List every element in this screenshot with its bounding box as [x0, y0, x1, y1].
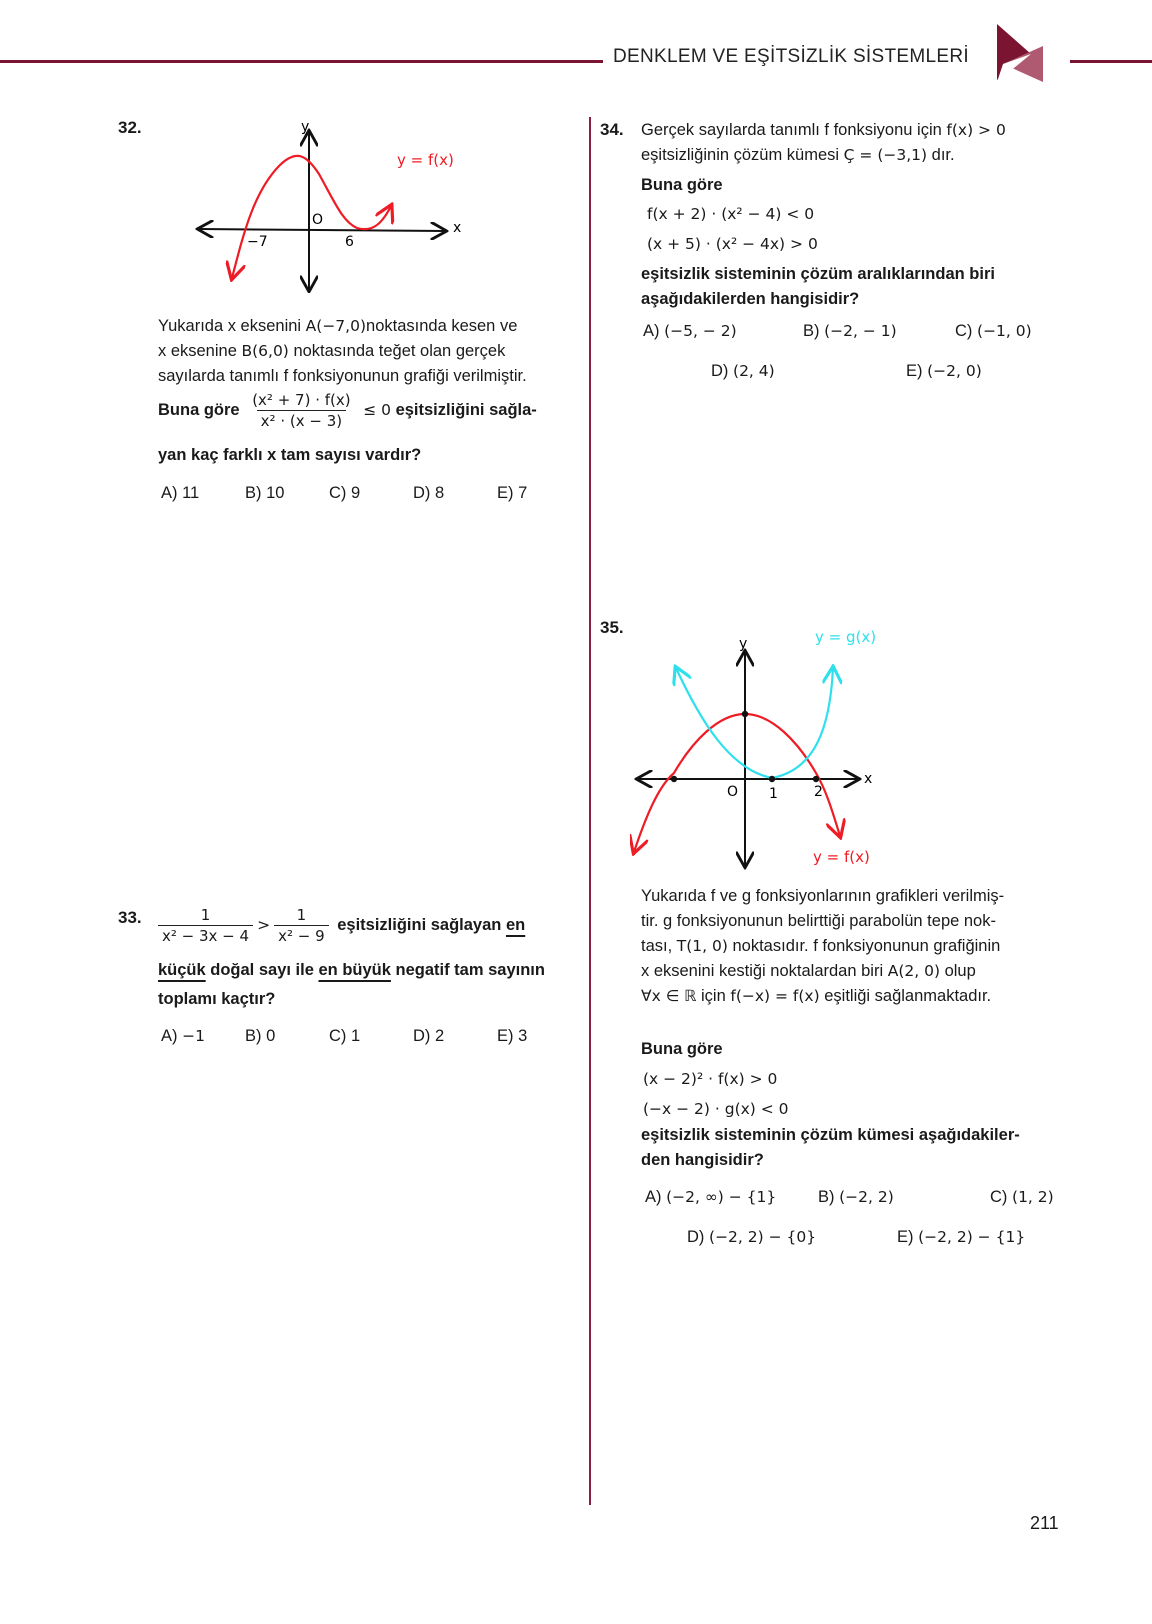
option-value: (−2, ∞) − {1} — [666, 1188, 777, 1206]
q32-buna-gore: Buna göre — [158, 400, 240, 419]
q35-graph — [630, 630, 890, 870]
option-label: B) — [245, 1027, 262, 1045]
q32-prompt-b: eşitsizliğini sağla- — [395, 400, 537, 419]
q32-prompt — [158, 390, 537, 431]
option-label: D) — [687, 1228, 705, 1246]
option-label: C) — [955, 322, 973, 340]
q33-lhs-den: x² − 3x − 4 — [158, 925, 253, 946]
q33-lhs-num: 1 — [200, 906, 211, 924]
option-value: 9 — [351, 484, 361, 502]
q33-option-e[interactable] — [497, 1027, 527, 1046]
q32-frac-numerator: (x² + 7) · f(x) — [252, 391, 351, 409]
q32-text-1a: Yukarıda x eksenini — [158, 317, 306, 335]
q33-option-a[interactable] — [161, 1027, 205, 1046]
option-label: A) — [161, 1027, 178, 1045]
q34-given-ineq: f(x) > 0 — [946, 121, 1006, 139]
q33-option-b[interactable] — [245, 1027, 275, 1046]
q34-text-2b: dır. — [927, 146, 955, 164]
q32-text-line1 — [158, 314, 517, 339]
option-label: E) — [897, 1228, 914, 1246]
q35-text-line2: tir. g fonksiyonunun belirttiği parabolün tepe nok- — [641, 912, 996, 930]
q34-option-e[interactable] — [906, 362, 982, 381]
q35-text-line3 — [641, 934, 1000, 959]
q32-option-e[interactable] — [497, 484, 527, 503]
q35-option-d[interactable] — [687, 1228, 816, 1247]
q35-g-label: y = g(x) — [815, 630, 877, 646]
q33-underline-en-buyuk: en büyük — [318, 961, 391, 979]
option-value: (−5, − 2) — [664, 322, 737, 340]
q35-tick-2: 2 — [814, 784, 823, 800]
q32-option-c[interactable] — [329, 484, 360, 503]
q33-underline-en: en — [505, 915, 526, 934]
q33-line2 — [158, 958, 545, 983]
option-value: (1, 2) — [1012, 1188, 1054, 1206]
q35-point-t: T(1, 0) — [676, 937, 728, 955]
q34-line1 — [641, 118, 1006, 143]
q32-option-d[interactable] — [413, 484, 444, 503]
option-value: (−1, 0) — [977, 322, 1032, 340]
q32-number: 32. — [118, 118, 142, 137]
option-label: D) — [413, 484, 431, 502]
q35-text-4a: x eksenini kestiği noktalardan biri — [641, 962, 888, 980]
q32-x-label: x — [453, 220, 462, 236]
option-value: 2 — [435, 1027, 445, 1045]
option-label: B) — [818, 1188, 835, 1206]
option-label: A) — [645, 1188, 662, 1206]
q32-option-a[interactable] — [161, 484, 199, 503]
q35-point-f-yintercept — [742, 711, 748, 717]
option-label: C) — [990, 1188, 1008, 1206]
option-label: C) — [329, 484, 347, 502]
option-label: E) — [497, 484, 514, 502]
q35-point-a: A(2, 0) — [887, 962, 940, 980]
q35-option-c[interactable] — [990, 1188, 1054, 1207]
q34-number: 34. — [600, 120, 624, 139]
option-value: 3 — [518, 1027, 528, 1045]
q35-origin-label: O — [727, 784, 739, 800]
q35-question-1: eşitsizlik sisteminin çözüm kümesi aşağıdakiler- — [641, 1126, 1020, 1144]
q33-rhs-num: 1 — [296, 906, 307, 924]
q32-tick-6: 6 — [345, 234, 354, 250]
page-number: 211 — [1030, 1513, 1059, 1533]
header-rule-left — [0, 60, 603, 63]
q32-text-2a: x eksenine — [158, 342, 242, 360]
q35-point-f-root-right — [813, 776, 819, 782]
q35-point-f-root-left — [671, 776, 677, 782]
q34-text-2a: eşitsizliğinin çözüm kümesi — [641, 146, 844, 164]
q33-text-c: negatif tam sayının — [390, 961, 545, 979]
option-value: 10 — [266, 484, 285, 502]
q33-text-b: doğal sayı ile — [205, 961, 319, 979]
q33-text-a: eşitsizliğini sağlayan — [337, 915, 502, 934]
q32-text-2b: noktasında teğet olan gerçek — [288, 342, 506, 360]
q32-y-label: y — [301, 119, 310, 135]
option-value: 0 — [266, 1027, 276, 1045]
q35-option-b[interactable] — [818, 1188, 894, 1207]
option-label: E) — [497, 1027, 514, 1045]
q32-point-b: B(6,0) — [241, 342, 289, 360]
q33-line1 — [158, 905, 525, 946]
q32-text-1b: noktasında kesen ve — [366, 317, 518, 335]
option-label: B) — [245, 484, 262, 502]
q34-ineq2: (x + 5) · (x² − 4x) > 0 — [647, 235, 818, 253]
option-value: (2, 4) — [733, 362, 775, 380]
q32-text-line2 — [158, 339, 505, 364]
option-value: (−2, 2) − {1} — [918, 1228, 1026, 1246]
q35-text-line1: Yukarıda f ve g fonksiyonlarının grafikleri verilmiş- — [641, 887, 1005, 905]
q32-x-axis — [199, 229, 445, 231]
q34-ineq1: f(x + 2) · (x² − 4) < 0 — [647, 205, 815, 223]
option-label: A) — [161, 484, 178, 502]
q35-point-g-vertex — [769, 776, 775, 782]
option-value: (−2, 2) − {0} — [709, 1228, 817, 1246]
q35-text-line4 — [641, 959, 976, 984]
q35-text-3b: noktasıdır. f fonksiyonunun grafiğinin — [727, 937, 1001, 955]
q34-option-c[interactable] — [955, 322, 1032, 341]
q35-curve-f — [634, 714, 840, 852]
q32-frac-denominator: x² · (x − 3) — [257, 410, 346, 431]
q35-even-condition: f(−x) = f(x) — [730, 987, 820, 1005]
q35-y-label: y — [739, 636, 748, 652]
q33-rhs-den: x² − 9 — [274, 925, 329, 946]
q34-question-1: eşitsizlik sisteminin çözüm aralıklarından biri — [641, 265, 995, 283]
option-value: 11 — [182, 484, 200, 502]
option-label: B) — [803, 322, 820, 340]
q35-text-3a: tası, — [641, 937, 677, 955]
q32-point-a: A(−7,0) — [305, 317, 367, 335]
q35-text-5a: için — [696, 987, 731, 1005]
q35-option-a[interactable] — [645, 1188, 776, 1207]
q35-f-label: y = f(x) — [813, 848, 870, 866]
q34-option-a[interactable] — [643, 322, 737, 341]
q35-option-e[interactable] — [897, 1228, 1025, 1247]
q32-graph — [195, 118, 485, 293]
q32-curve-label: y = f(x) — [397, 151, 454, 169]
option-label: C) — [329, 1027, 347, 1045]
option-value: 1 — [351, 1027, 361, 1045]
q33-underline-kucuk: küçük — [158, 961, 206, 979]
option-value: (−2, − 1) — [824, 322, 897, 340]
q35-ineq1: (x − 2)² · f(x) > 0 — [643, 1070, 778, 1088]
header-title: DENKLEM VE EŞİTSİZLİK SİSTEMLERİ — [613, 46, 969, 67]
option-value: −1 — [182, 1027, 205, 1045]
q32-fraction — [248, 390, 354, 431]
column-divider — [589, 117, 591, 1505]
q33-operator: > — [257, 915, 271, 934]
q32-inequality: ≤ 0 — [363, 400, 391, 419]
q34-option-d[interactable] — [711, 362, 775, 381]
q33-option-d[interactable] — [413, 1027, 444, 1046]
q34-question-2: aşağıdakilerden hangisidir? — [641, 290, 860, 308]
option-label: D) — [413, 1027, 431, 1045]
q34-text-1a: Gerçek sayılarda tanımlı f fonksiyonu için — [641, 121, 947, 139]
option-value: (−2, 2) — [839, 1188, 894, 1206]
option-label: D) — [711, 362, 729, 380]
option-label: A) — [643, 322, 660, 340]
q35-question-2: den hangisidir? — [641, 1151, 764, 1169]
q35-forall: ∀x ∈ ℝ — [641, 987, 697, 1005]
q32-text-line3: sayılarda tanımlı f fonksiyonunun grafiği verilmiştir. — [158, 367, 527, 385]
q35-x-label: x — [864, 771, 873, 787]
option-value: 7 — [518, 484, 528, 502]
q32-tick-neg7: −7 — [247, 234, 268, 250]
q34-solution-set: Ç = (−3,1) — [843, 146, 928, 164]
q35-text-4b: olup — [940, 962, 976, 980]
q35-buna-gore: Buna göre — [641, 1040, 723, 1058]
q32-option-b[interactable] — [245, 484, 284, 503]
q34-buna-gore: Buna göre — [641, 176, 723, 194]
q32-prompt-c: yan kaç farklı x tam sayısı vardır? — [158, 446, 422, 464]
q34-option-b[interactable] — [803, 322, 897, 341]
q33-number: 33. — [118, 908, 142, 927]
q32-origin-label: O — [312, 212, 324, 228]
q35-ineq2: (−x − 2) · g(x) < 0 — [643, 1100, 789, 1118]
q33-rhs-fraction — [274, 905, 329, 946]
q35-number: 35. — [600, 618, 624, 637]
q35-tick-1: 1 — [769, 786, 778, 802]
q35-text-line5 — [641, 984, 991, 1009]
q33-lhs-fraction — [158, 905, 253, 946]
q34-line2 — [641, 143, 955, 168]
option-label: E) — [906, 362, 923, 380]
option-value: 8 — [435, 484, 445, 502]
q33-option-c[interactable] — [329, 1027, 360, 1046]
option-value: (−2, 0) — [927, 362, 982, 380]
q35-text-5b: eşitliği sağlanmaktadır. — [819, 987, 992, 1005]
header-rule-right — [1070, 60, 1152, 63]
chapter-logo-icon — [995, 24, 1047, 82]
q33-line3: toplamı kaçtır? — [158, 990, 276, 1008]
